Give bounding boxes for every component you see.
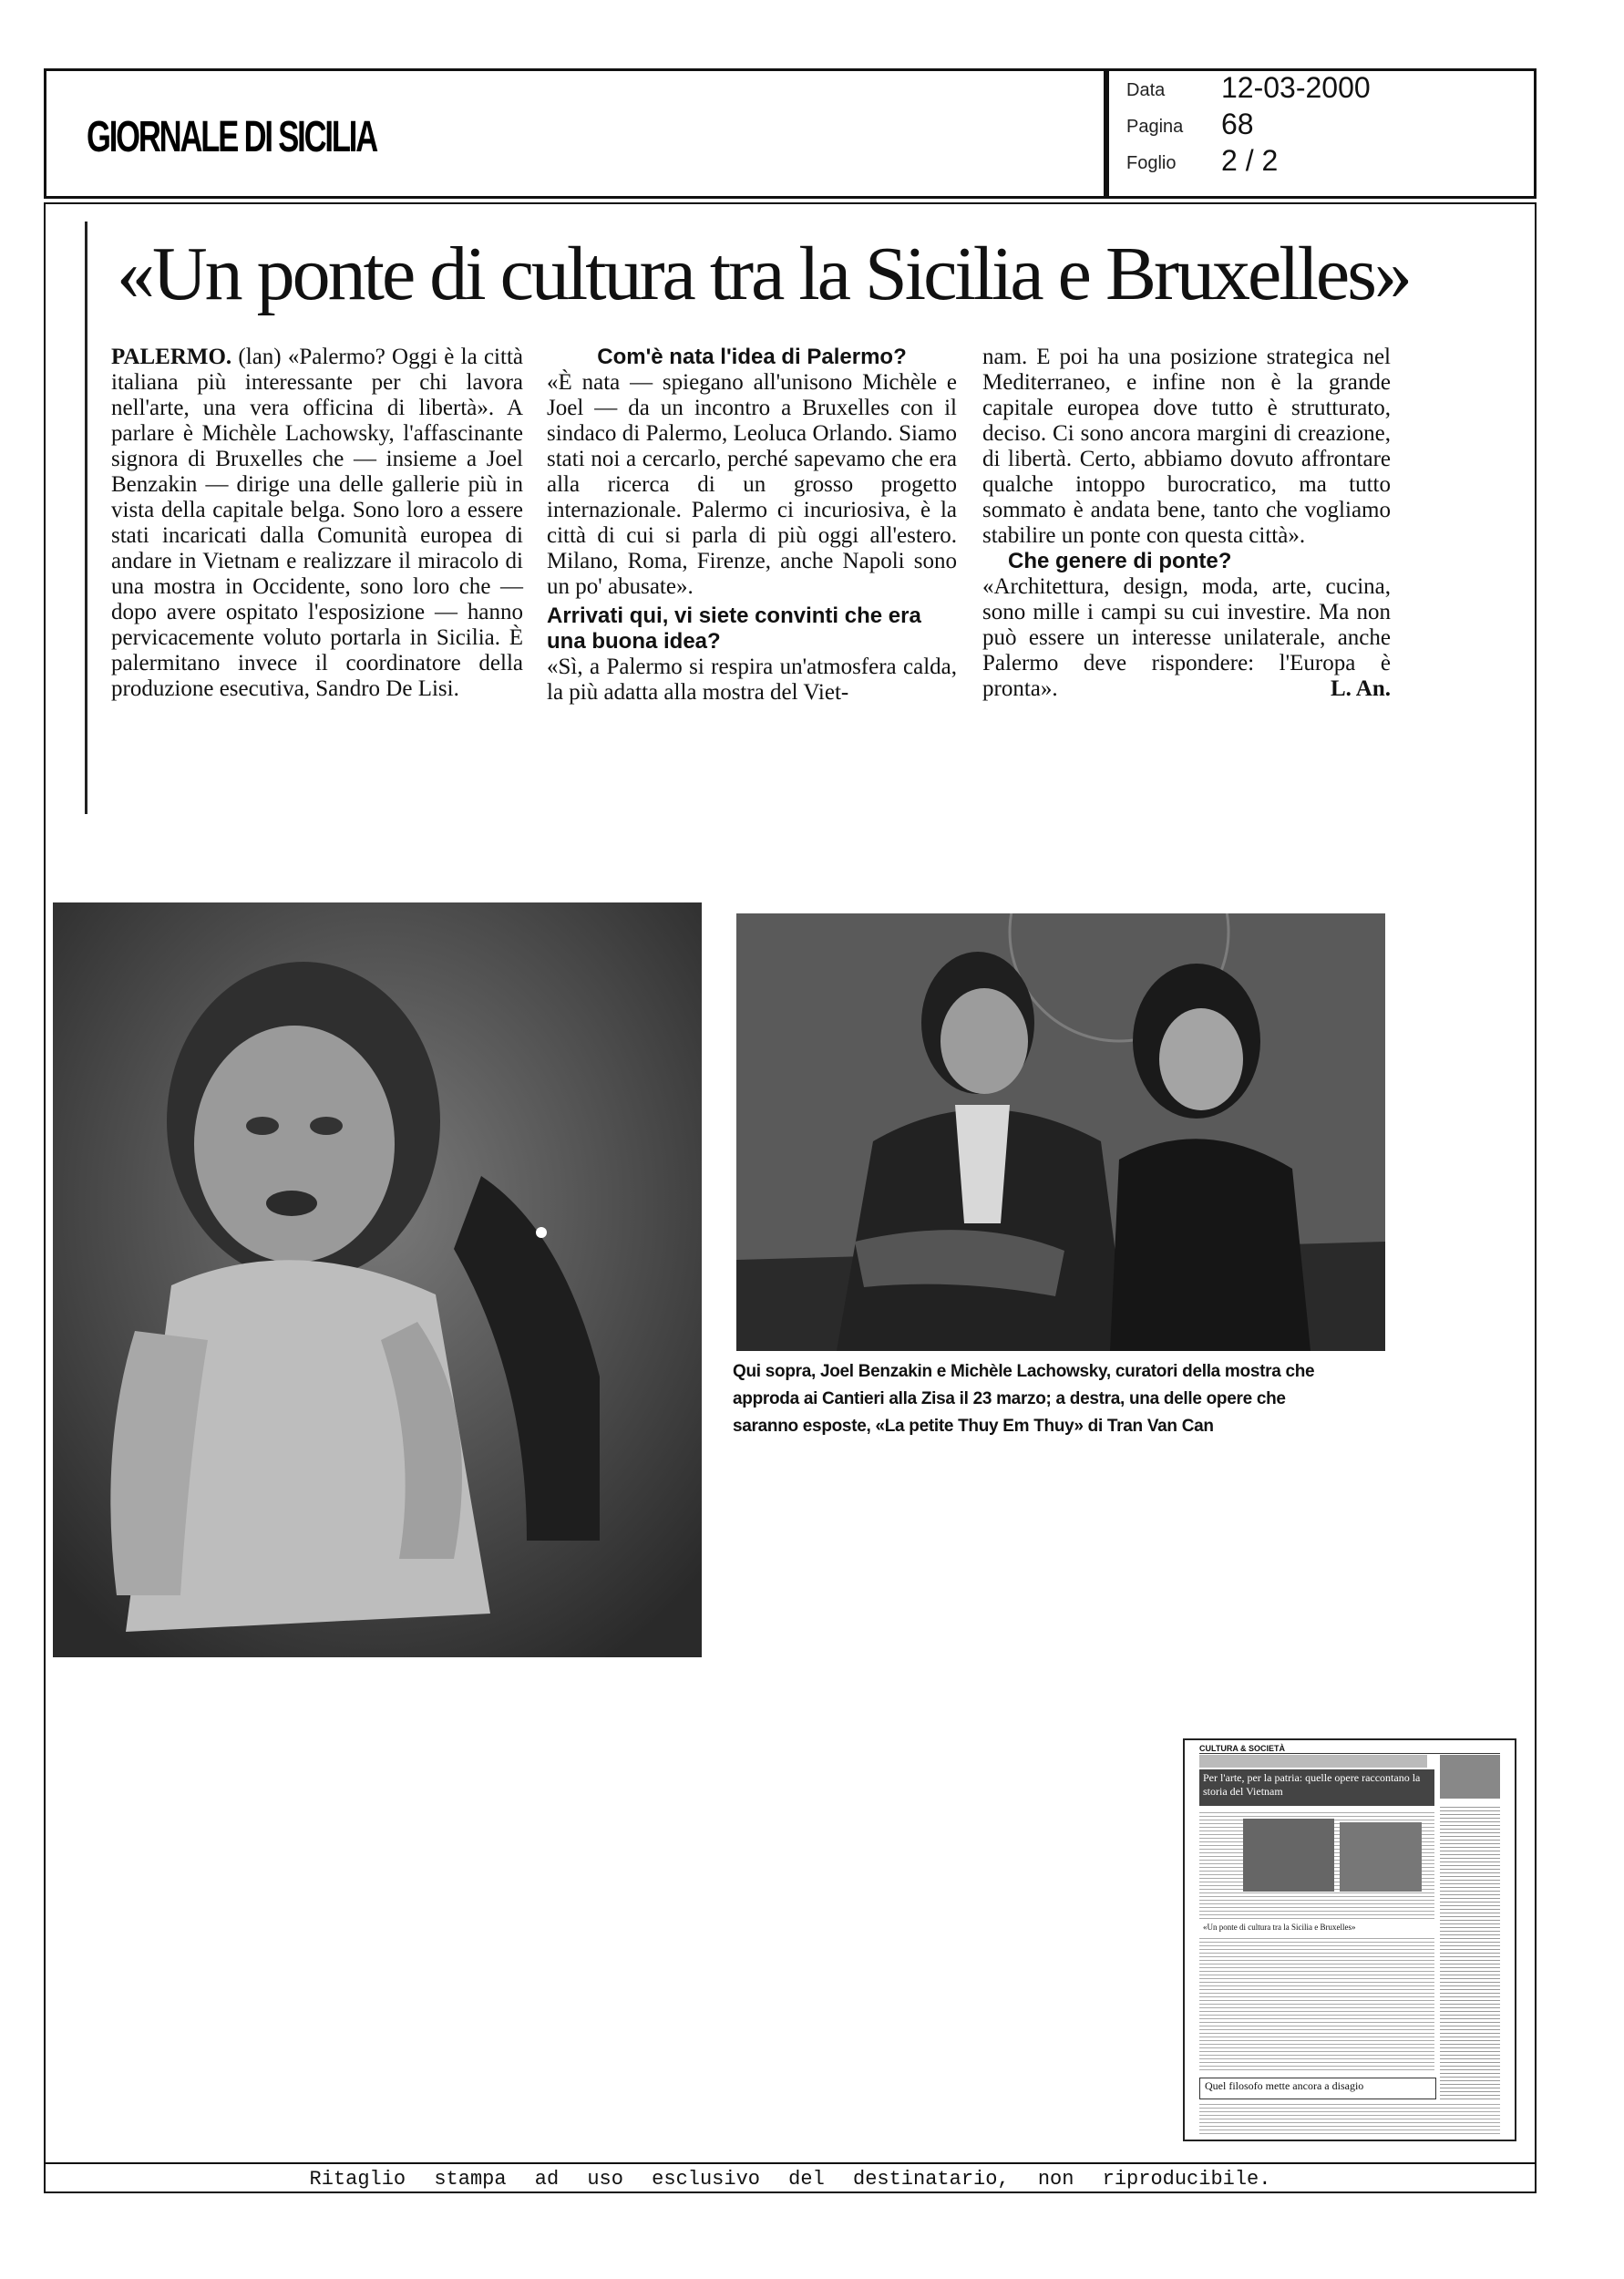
footer-notice: Ritaglio stampa ad uso esclusivo del destinatario, non riproducibile. — [309, 2168, 1271, 2191]
thumbnail-text-block-2 — [1199, 1935, 1434, 2072]
date-value: 12-03-2000 — [1221, 71, 1371, 104]
answer-3: «Architettura, design, moda, arte, cucina, sono mille i campi su cui investire. Ma non può essere un interesse unilaterale, anche Palermo deve rispondere: l'Europa è pronta». — [982, 574, 1391, 701]
thumbnail-photo-1 — [1243, 1819, 1334, 1892]
article-column-1 — [111, 345, 523, 702]
page-value: 68 — [1221, 108, 1254, 140]
sheet-label: Foglio — [1126, 153, 1177, 173]
thumbnail-side-column — [1440, 1804, 1500, 2123]
thumbnail-photo-2 — [1340, 1822, 1422, 1892]
question-1: Com'è nata l'idea di Palermo? — [597, 345, 907, 369]
page-thumbnail — [1183, 1738, 1516, 2141]
article-column-3 — [982, 345, 1391, 702]
answer-1: «È nata — spiegano all'unisono Michèle e Joel — da un incontro a Bruxelles con il sindaco di Palermo, Leoluca Orlando. Siamo stati noi a cercarlo, perché sapevamo che era alla ricerca di un grosso progetto internazionale. Palermo ci incuriosiva, è la città di cui si parla di più oggi all'estero. Milano, Roma, Firenze, anche Napoli sono un po' abusate». — [547, 370, 957, 599]
page-label: Pagina — [1126, 117, 1184, 137]
painting-photo — [53, 902, 702, 1657]
author-signature: L. An. — [1330, 676, 1391, 701]
question-3: Che genere di ponte? — [1008, 549, 1232, 573]
thumbnail-bottom-headline: Quel filosofo mette ancora a disagio — [1205, 2079, 1364, 2092]
column-1-text: (lan) «Palermo? Oggi è la città italiana più interessante per chi lavora nell'arte, una vera officina di libertà». A parlare è Michèle Lachowsky, l'affascinante signora di Bruxelles che — insieme a Joel Benzakin — dirige una delle gallerie più in vista della capitale belga. Sono loro a essere stati incaricati dalla Comunità europea di andare in Vietnam e realizzare il miracolo di una mostra in Occidente, sono loro che — dopo avere ospitato l'esposizione — hanno pervicacemente voluto portarla in Sicilia. È palermitano invece il coordinatore della produzione esecutiva, Sandro De Lisi. — [111, 345, 523, 701]
thumbnail-deck — [1199, 1755, 1427, 1768]
curators-photo — [736, 913, 1385, 1351]
curators-illustration — [736, 913, 1385, 1351]
thumbnail-title: Per l'arte, per la patria: quelle opere raccontano la storia del Vietnam — [1203, 1771, 1421, 1798]
thumbnail-sub-headline: «Un ponte di cultura tra la Sicilia e Bruxelles» — [1203, 1923, 1356, 1932]
question-2: Arrivati qui, vi siete convinti che era una buona idea? — [547, 603, 921, 654]
article-headline: «Un ponte di cultura tra la Sicilia e Bruxelles» — [117, 232, 1410, 316]
painting-illustration — [53, 902, 702, 1657]
thumbnail-text-block-3 — [1199, 2101, 1500, 2134]
newspaper-logo: GIORNALE DI SICILIA — [87, 113, 377, 161]
answer-2-continued: nam. E poi ha una posizione strategica nel Mediterraneo, e infine non è la grande capitale europea dove tutto è strutturato, deciso. Ci sono ancora margini di creazione, di libertà. Certo, abbiamo dovuto affrontare qualche intoppo burocratico, ma tutto sommato è andata bene, tanto che vogliamo stabilire un ponte con questa città». — [982, 345, 1391, 548]
thumbnail-section: CULTURA & SOCIETÀ — [1199, 1744, 1500, 1754]
thumbnail-box — [1440, 1755, 1500, 1799]
dateline: PALERMO. — [111, 345, 232, 369]
date-label: Data — [1126, 80, 1166, 100]
article-column-2 — [547, 345, 957, 706]
left-column-rule — [85, 222, 87, 814]
sheet-value: 2 / 2 — [1221, 144, 1279, 177]
photo-caption: Qui sopra, Joel Benzakin e Michèle Lachowsky, curatori della mostra che approda ai Cantieri alla Zisa il 23 marzo; a destra, una delle opere che saranno esposte, «La petite Thuy Em Thuy» di Tran Van Can — [733, 1362, 1315, 1436]
answer-2-start: «Sì, a Palermo si respira un'atmosfera calda, la più adatta alla mostra del Viet- — [547, 655, 957, 705]
